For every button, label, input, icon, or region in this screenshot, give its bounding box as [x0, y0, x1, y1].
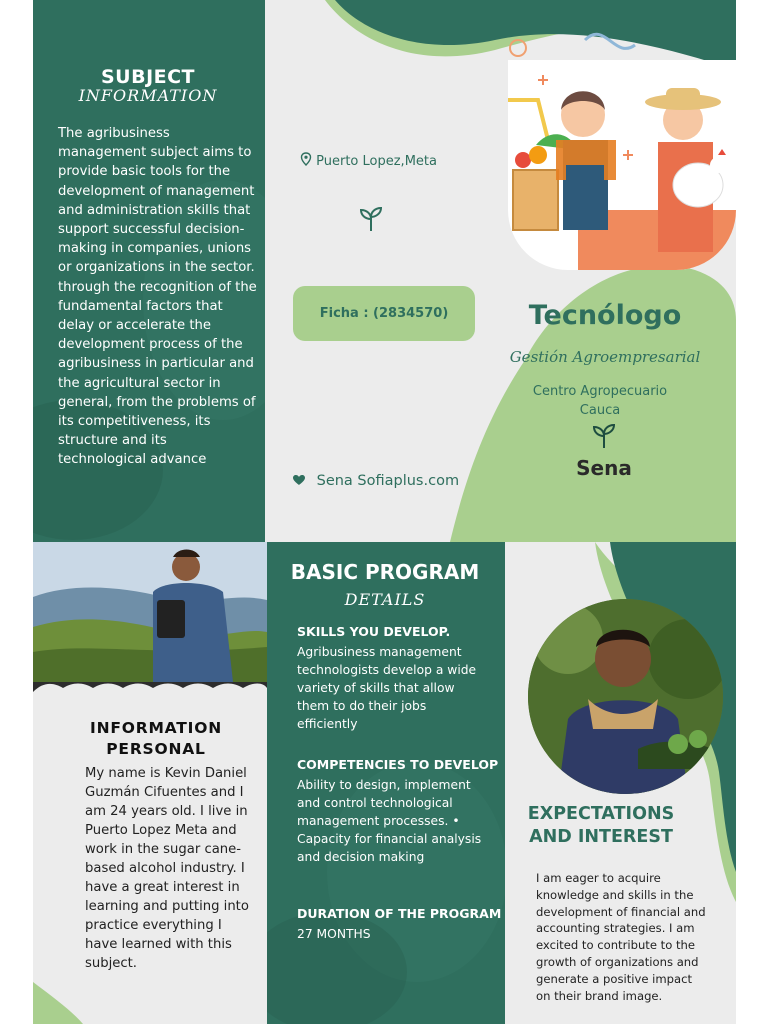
- expectations-title-line2: AND INTEREST: [529, 827, 673, 847]
- subject-panel: [33, 0, 265, 542]
- competencies-heading: COMPETENCIES TO DEVELOP: [297, 757, 499, 772]
- program-title: Tecnólogo: [528, 300, 682, 331]
- subject-subtitle: INFORMATION: [78, 86, 218, 105]
- expectations-body: I am eager to acquire knowledge and skills in the development of financial and accounting strategies. I am excited to contribute to the growth of organizations and generate a positive impact on their brand image.: [536, 871, 706, 1003]
- location-pin-icon: [300, 152, 312, 166]
- training-center: [510, 382, 690, 420]
- expectations-panel: [505, 542, 736, 1024]
- expectations-title-line1: EXPECTATIONS: [527, 804, 675, 824]
- duration-body: 27 MONTHS: [297, 927, 371, 941]
- skills-heading: SKILLS YOU DEVELOP.: [297, 624, 451, 639]
- personal-panel: [33, 542, 267, 1024]
- personal-photo: [33, 542, 267, 692]
- program-subtitle: Gestión Agroempresarial: [509, 348, 701, 366]
- center-line2: Cauca: [579, 403, 621, 418]
- ficha-badge: [293, 286, 475, 341]
- sprout-icon: [357, 205, 385, 233]
- center-line1: Centro Agropecuario: [532, 384, 668, 399]
- website-text: Sena Sofiaplus.com: [316, 473, 460, 489]
- sprout-icon: [590, 422, 618, 450]
- website-link[interactable]: [292, 473, 459, 489]
- expectations-heading: [515, 803, 687, 849]
- heart-icon: [292, 474, 306, 486]
- institution-name: Sena: [576, 456, 632, 480]
- personal-heading: [50, 718, 262, 760]
- competencies-body: Ability to design, implement and control technological management processes. • Capacity for financial analysis and decision making: [297, 778, 482, 864]
- location-text: Puerto Lopez,Meta: [316, 154, 437, 169]
- basic-program-panel: [267, 542, 505, 1024]
- duration-heading: DURATION OF THE PROGRAM: [297, 906, 502, 921]
- cover-panel: [265, 0, 736, 542]
- personal-body: My name is Kevin Daniel Guzmán Cifuentes and I am 24 years old. I live in Puerto Lopez Meta and work in the sugar cane-based alcohol industry. I have a great interest in learning and putting into practice everything I have learned with this subject.: [85, 766, 249, 971]
- personal-title-line1: INFORMATION: [90, 719, 222, 737]
- location-line: [300, 152, 437, 169]
- ficha-text: Ficha : (2834570): [319, 306, 449, 321]
- basic-subtitle: DETAILS: [344, 590, 426, 609]
- subject-title: SUBJECT: [100, 66, 196, 88]
- expectations-photo: [528, 599, 723, 794]
- basic-title: BASIC PROGRAM: [290, 560, 480, 584]
- subject-body: The agribusiness management subject aims to provide basic tools for the development of management and administration skills that support successful decision-making in companies, unions or organizations in the sector. through the recognition of the fundamental factors that delay or accelerate the development process of the agribusiness in particular and the agricultural sector in general, from the problems of its competitiveness, its structure and its technological advance: [58, 126, 257, 468]
- personal-title-line2: PERSONAL: [106, 740, 206, 758]
- skills-body: Agribusiness management technologists develop a wide variety of skills that allow them to do their jobs efficiently: [297, 645, 477, 731]
- farmers-illustration: [508, 60, 736, 270]
